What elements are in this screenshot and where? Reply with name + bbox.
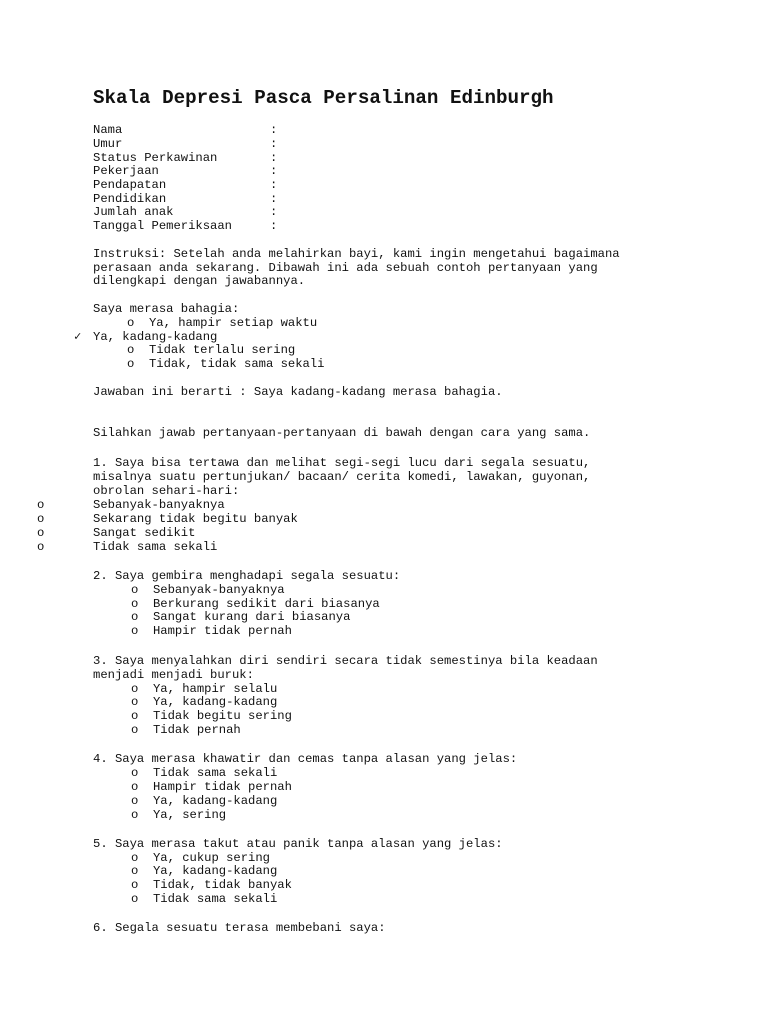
option-label: Ya, cukup sering [152, 851, 270, 865]
bullet-icon[interactable]: o [131, 624, 139, 638]
answer-option[interactable] [131, 780, 292, 794]
field-row-pekerjaan [93, 164, 159, 178]
option-label: Tidak, tidak banyak [152, 878, 292, 892]
field-row-pendapatan [93, 178, 166, 192]
answer-option[interactable] [131, 851, 270, 865]
field-colon: : [270, 205, 278, 219]
option-label: Tidak begitu sering [152, 709, 292, 723]
field-row-umur [93, 137, 122, 151]
field-colon: : [270, 178, 278, 192]
answer-option[interactable] [131, 878, 292, 892]
bullet-icon[interactable]: o [131, 864, 139, 878]
bullet-icon[interactable]: o [131, 597, 139, 611]
field-colon: : [270, 137, 278, 151]
instruction-line: perasaan anda sekarang. Dibawah ini ada sebuah contoh pertanyaan yang [93, 261, 598, 275]
field-label: Pendapatan [93, 178, 167, 192]
bullet-icon[interactable]: o [131, 794, 139, 808]
question-text: menjadi menjadi buruk: [93, 668, 254, 682]
field-label: Jumlah anak [93, 205, 174, 219]
field-colon: : [270, 164, 278, 178]
bullet-icon[interactable]: o [131, 610, 139, 624]
page-title: Skala Depresi Pasca Persalinan Edinburgh [93, 87, 554, 109]
field-colon: : [270, 192, 278, 206]
option-label: Ya, kadang-kadang [152, 794, 278, 808]
check-icon: ✓ [74, 330, 82, 344]
question-text: obrolan sehari-hari: [93, 484, 240, 498]
bullet-icon[interactable]: o [131, 682, 139, 696]
example-question: Saya merasa bahagia: [93, 302, 240, 316]
instruction-line: dilengkapi dengan jawabannya. [93, 274, 306, 288]
bullet-icon[interactable]: o [131, 892, 139, 906]
option-label: Sekarang tidak begitu banyak [93, 512, 298, 526]
option-label: Tidak terlalu sering [148, 343, 296, 357]
example-option [127, 343, 295, 357]
question-text: 3. Saya menyalahkan diri sendiri secara tidak semestinya bila keadaan [93, 654, 598, 668]
option-label: Tidak sama sekali [152, 766, 278, 780]
bullet-icon[interactable]: o [131, 695, 139, 709]
field-label: Status Perkawinan [93, 151, 218, 165]
bullet-icon[interactable]: o [131, 583, 139, 597]
field-row-status-perkawinan [93, 151, 217, 165]
option-label: Sangat sedikit [93, 526, 196, 540]
answer-option[interactable] [131, 892, 277, 906]
answer-option[interactable] [131, 695, 277, 709]
answer-option[interactable] [131, 808, 226, 822]
field-row-nama [93, 123, 122, 137]
answer-option[interactable] [131, 624, 292, 638]
answer-option[interactable] [131, 794, 277, 808]
radio-option-icon[interactable]: o [37, 526, 45, 540]
bullet-icon[interactable]: o [131, 851, 139, 865]
answer-option[interactable] [131, 597, 380, 611]
option-label: Tidak pernah [152, 723, 241, 737]
field-label: Nama [93, 123, 123, 137]
answer-option[interactable] [131, 709, 292, 723]
field-colon: : [270, 123, 278, 137]
bullet-icon: o [127, 357, 135, 371]
option-label: Ya, kadang-kadang [152, 695, 278, 709]
option-label: Ya, hampir setiap waktu [148, 316, 318, 330]
example-option [127, 316, 317, 330]
question-text: 4. Saya merasa khawatir dan cemas tanpa alasan yang jelas: [93, 752, 518, 766]
option-label: Sebanyak-banyaknya [152, 583, 285, 597]
answer-prompt: Silahkan jawab pertanyaan-pertanyaan di bawah dengan cara yang sama. [93, 426, 591, 440]
bullet-icon[interactable]: o [131, 723, 139, 737]
bullet-icon[interactable]: o [131, 766, 139, 780]
field-row-pendidikan [93, 192, 166, 206]
bullet-icon[interactable]: o [131, 878, 139, 892]
radio-option-icon[interactable]: o [37, 540, 45, 554]
field-colon: : [270, 151, 278, 165]
option-label: Ya, hampir selalu [152, 682, 278, 696]
field-row-jumlah-anak [93, 205, 173, 219]
bullet-icon: o [127, 343, 135, 357]
answer-option[interactable] [131, 682, 277, 696]
example-option-selected: Ya, kadang-kadang [93, 330, 218, 344]
option-label: Ya, sering [152, 808, 227, 822]
question-text: misalnya suatu pertunjukan/ bacaan/ cerita komedi, lawakan, guyonan, [93, 470, 591, 484]
bullet-icon[interactable]: o [131, 709, 139, 723]
option-label: Sangat kurang dari biasanya [152, 610, 351, 624]
option-label: Ya, kadang-kadang [152, 864, 278, 878]
answer-option[interactable] [131, 766, 277, 780]
radio-option-icon[interactable]: o [37, 512, 45, 526]
instruction-line: Instruksi: Setelah anda melahirkan bayi, kami ingin mengetahui bagaimana [93, 247, 620, 261]
field-label: Pekerjaan [93, 164, 159, 178]
answer-option[interactable] [131, 583, 285, 597]
answer-option[interactable] [131, 610, 350, 624]
question-text: 2. Saya gembira menghadapi segala sesuatu: [93, 569, 401, 583]
question-text: 1. Saya bisa tertawa dan melihat segi-segi lucu dari segala sesuatu, [93, 456, 591, 470]
question-text: 6. Segala sesuatu terasa membebani saya: [93, 921, 386, 935]
answer-option[interactable] [131, 723, 241, 737]
question-text: 5. Saya merasa takut atau panik tanpa alasan yang jelas: [93, 837, 503, 851]
field-label: Umur [93, 137, 123, 151]
bullet-icon[interactable]: o [131, 780, 139, 794]
bullet-icon[interactable]: o [131, 808, 139, 822]
example-meaning: Jawaban ini berarti : Saya kadang-kadang merasa bahagia. [93, 385, 503, 399]
option-label: Hampir tidak pernah [152, 780, 292, 794]
field-label: Tanggal Pemeriksaan [93, 219, 232, 233]
radio-option-icon[interactable]: o [37, 498, 45, 512]
option-label: Berkurang sedikit dari biasanya [152, 597, 380, 611]
bullet-icon: o [127, 316, 135, 330]
option-label: Tidak, tidak sama sekali [148, 357, 325, 371]
field-label: Pendidikan [93, 192, 167, 206]
option-label: Tidak sama sekali [93, 540, 218, 554]
option-label: Hampir tidak pernah [152, 624, 292, 638]
example-option [127, 357, 325, 371]
answer-option[interactable] [131, 864, 277, 878]
option-label: Tidak sama sekali [152, 892, 278, 906]
field-colon: : [270, 219, 278, 233]
field-row-tanggal-pemeriksaan [93, 219, 232, 233]
option-label: Sebanyak-banyaknya [93, 498, 225, 512]
